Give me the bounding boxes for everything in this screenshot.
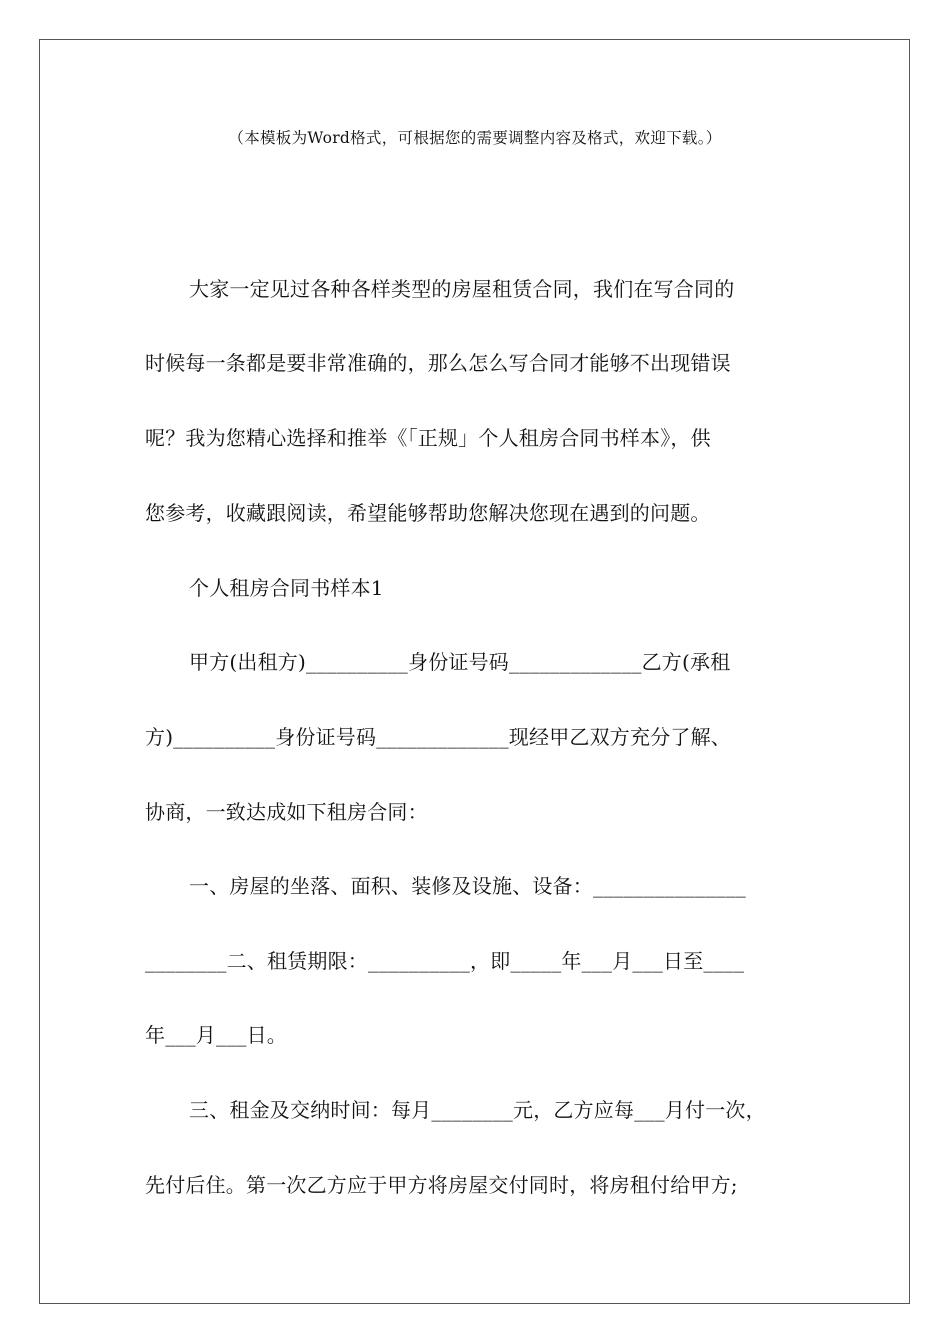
parties-line-1: 甲方(出租方)__________身份证号码_____________乙方(承租 — [189, 650, 731, 674]
parties-line-2: 方)__________身份证号码_____________现经甲乙双方充分了解、 — [145, 725, 732, 749]
intro-line-3: 呢？我为您精心选择和推举《「正规」个人租房合同书样本》，供 — [145, 426, 711, 450]
template-note: （本模板为Word格式，可根据您的需要调整内容及格式，欢迎下载。） — [228, 129, 722, 147]
clause-3-line-2: 先付后住。第一次乙方应于甲方将房屋交付同时，将房租付给甲方; — [145, 1173, 738, 1197]
clause-3-line-1: 三、租金及交纳时间：每月________元，乙方应每___月付一次， — [189, 1098, 766, 1122]
clause-2-line-1: ________二、租赁期限：__________，即_____年___月___日至____ — [145, 949, 745, 973]
parties-line-3: 协商，一致达成如下租房合同： — [145, 800, 428, 824]
intro-line-1: 大家一定见过各种各样类型的房屋租赁合同，我们在写合同的 — [189, 277, 735, 301]
intro-line-2: 时候每一条都是要非常准确的，那么怎么写合同才能够不出现错误 — [145, 351, 731, 375]
section-title: 个人租房合同书样本1 — [189, 576, 384, 600]
clause-2-line-2: 年___月___日。 — [145, 1023, 287, 1047]
clause-1-line: 一、房屋的坐落、面积、装修及设施、设备：_______________ — [189, 874, 746, 898]
intro-line-4: 您参考，收藏跟阅读，希望能够帮助您解决您现在遇到的问题。 — [145, 501, 711, 525]
